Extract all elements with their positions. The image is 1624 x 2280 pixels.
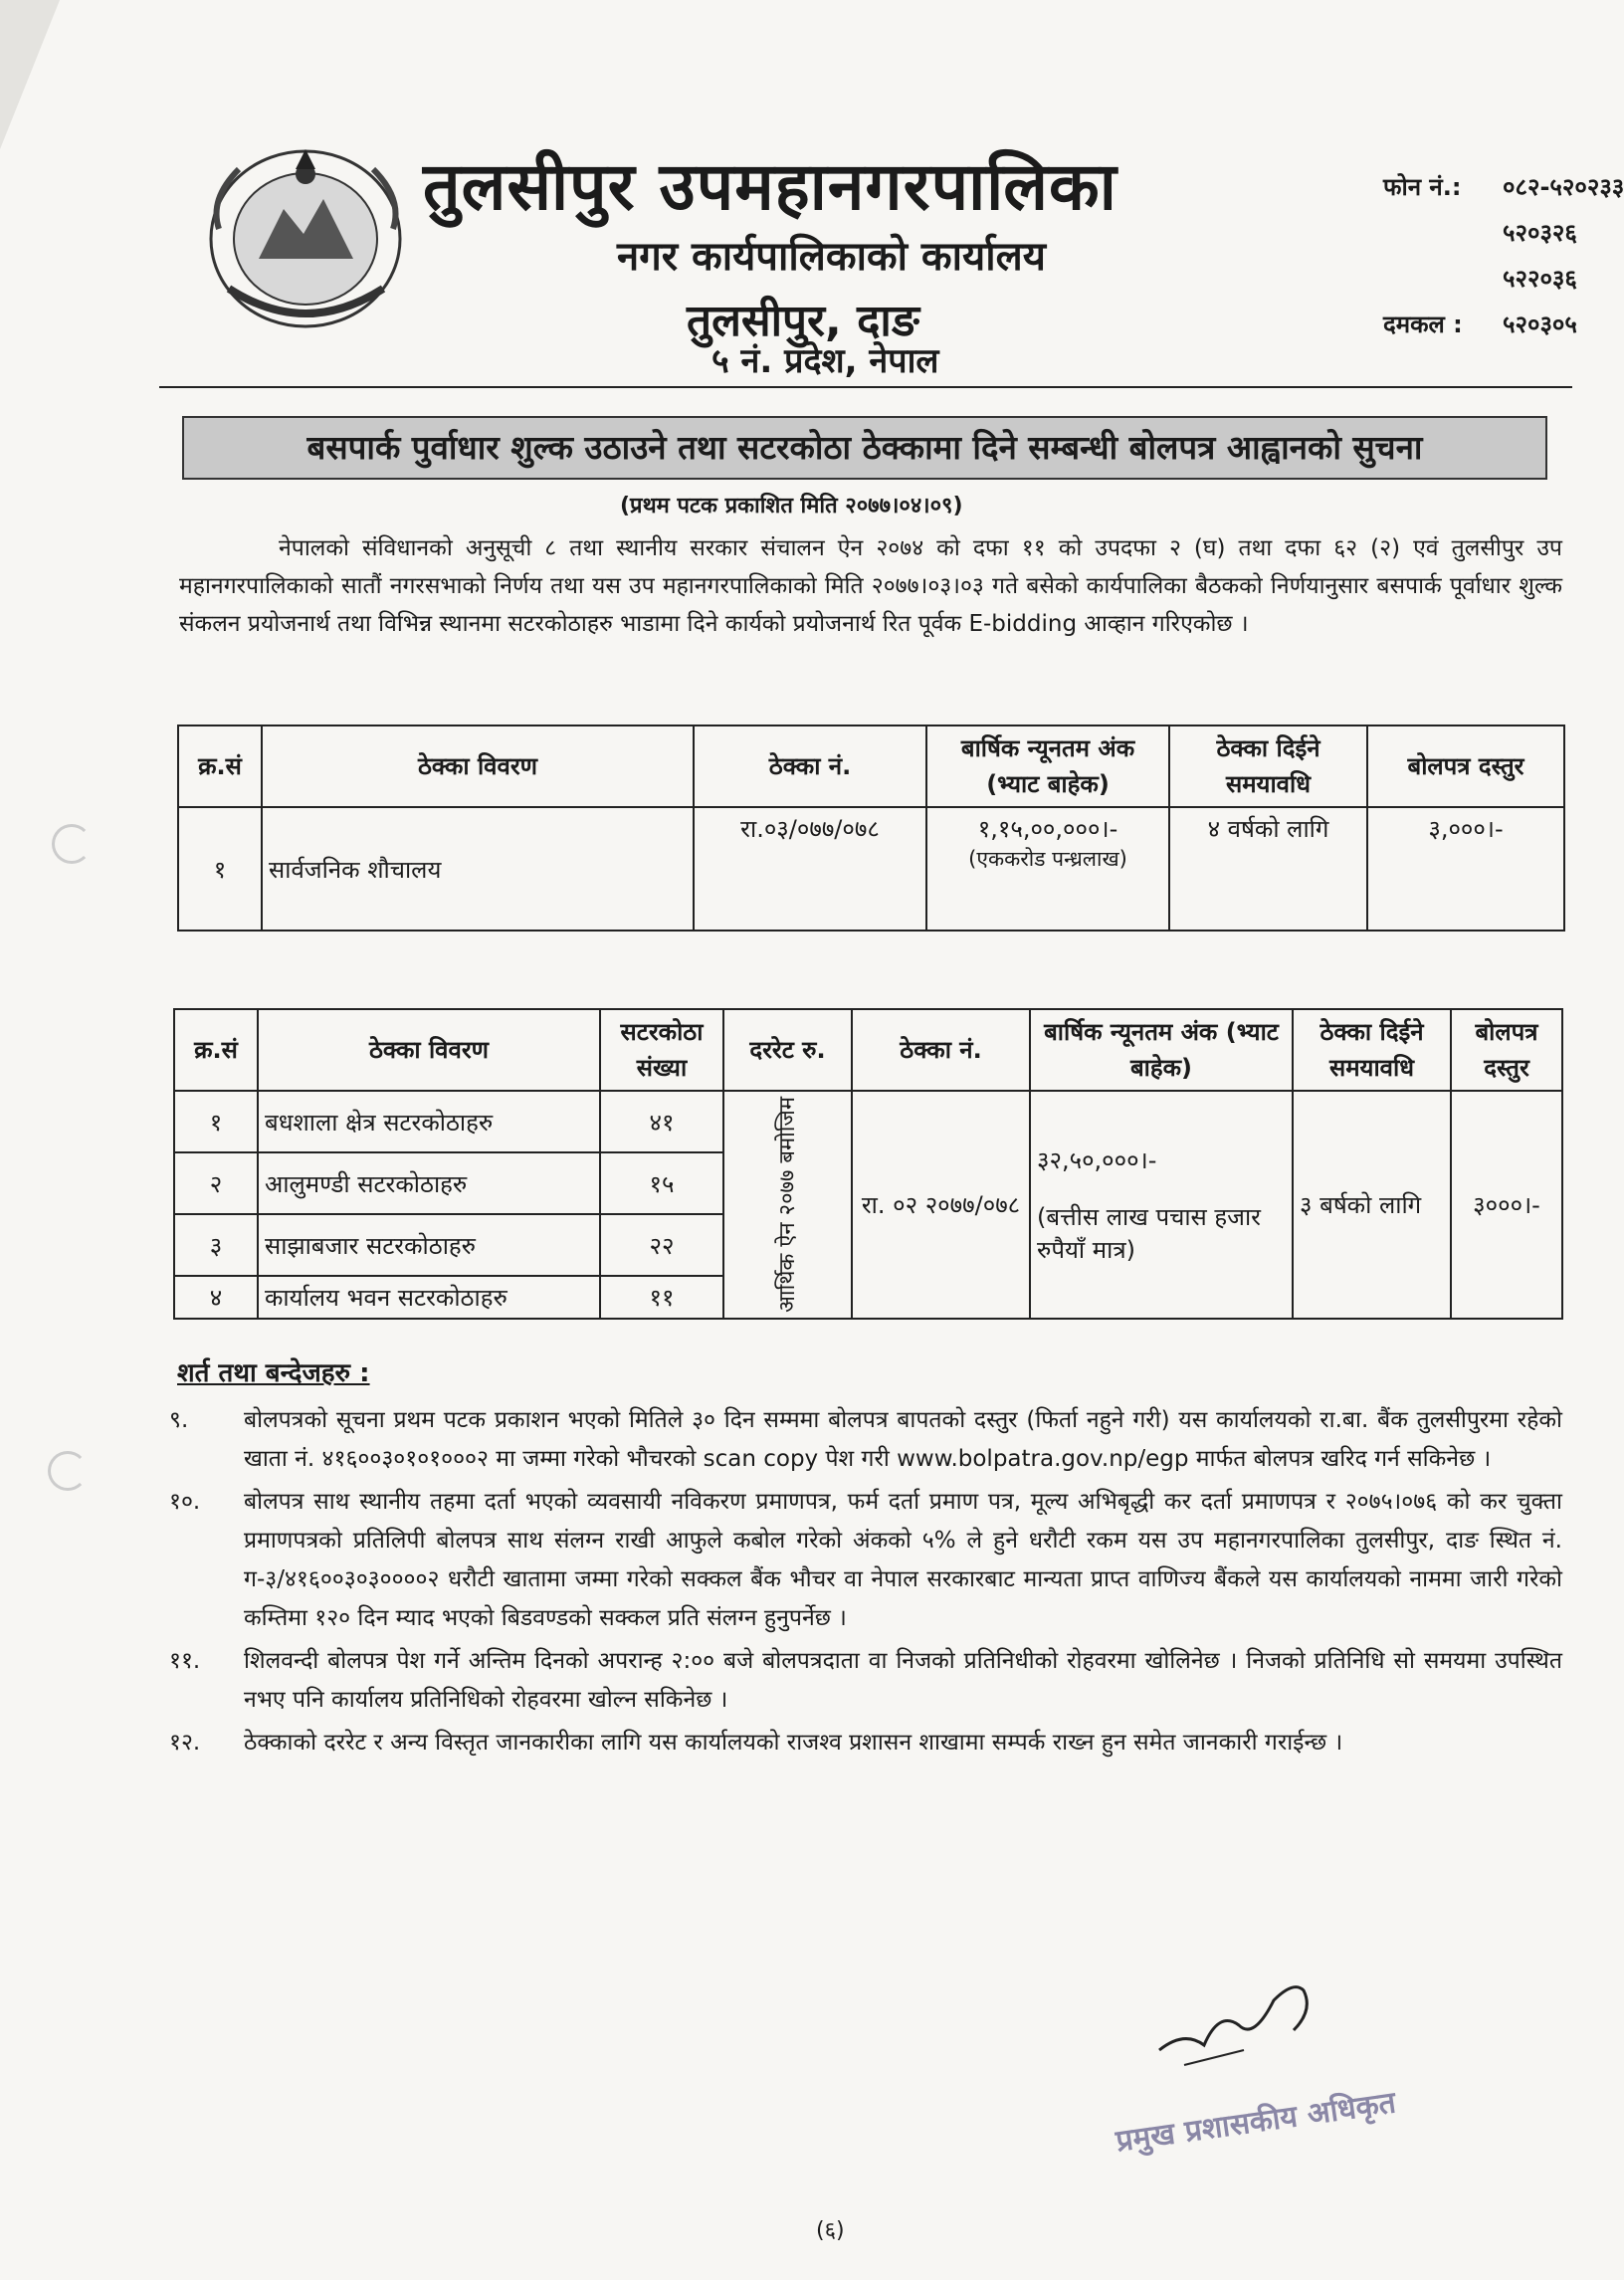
list-item <box>169 1401 1562 1479</box>
term-text: बोलपत्रको सूचना प्रथम पटक प्रकाशन भएको मितिले ३० दिन सम्ममा बोलपत्र बापतको दस्तुर (फिर्ता नहुने गरी) यस कार्यालयको रा.बा. बैंक तुलसीपुरमा रहेको खाता नं. ४१६००३०१०१०००२ मा जम्मा गरेको भौचरको scan copy पेश गरी www.bolpatra.gov.np/egp मार्फत बोलपत्र खरिद गर्न सकिनेछ । <box>244 1407 1562 1472</box>
toilet-contract-table <box>177 725 1565 932</box>
cell-contract-no: रा. ०२ २०७७/०७८ <box>852 1091 1030 1319</box>
shutter-contract-table <box>173 1008 1563 1320</box>
fire-number: ५२०३०५ <box>1503 311 1577 338</box>
office-name: नगर कार्यपालिकाको कार्यालय <box>617 234 1046 280</box>
publish-date: (प्रथम पटक प्रकाशित मिति २०७७।०४।०९) <box>620 494 963 518</box>
intro-paragraph <box>179 529 1562 643</box>
amount-value: ३२,५०,०००।- <box>1037 1146 1157 1174</box>
col-period: ठेक्का दिईने समयावधि <box>1169 725 1367 807</box>
office-province: ५ नं. प्रदेश, नेपाल <box>711 341 939 381</box>
folded-corner <box>0 0 60 149</box>
col-fee: बोलपत्र दस्तुर <box>1451 1009 1562 1091</box>
cell-period: ३ बर्षको लागि <box>1293 1091 1451 1319</box>
cell-sn: २ <box>174 1152 258 1214</box>
contact-block <box>1383 164 1624 347</box>
fire-label: दमकल : <box>1383 311 1463 338</box>
col-sn: क्र.सं <box>174 1009 258 1091</box>
notice-title: बसपार्क पुर्वाधार शुल्क उठाउने तथा सटरकोठा ठेक्कामा दिने सम्बन्धी बोलपत्र आह्वानको सुचना <box>182 416 1547 480</box>
phone-number: ०८२-५२०२३३ <box>1503 173 1624 201</box>
page-number: (६) <box>816 2218 845 2243</box>
col-desc: ठेक्का विवरण <box>258 1009 600 1091</box>
cell-count: १५ <box>600 1152 723 1214</box>
col-rate: दररेट रु. <box>723 1009 852 1091</box>
cell-fee: ३,०००।- <box>1367 807 1564 931</box>
list-item <box>169 1642 1562 1720</box>
nepal-emblem-icon <box>199 139 413 333</box>
terms-list <box>169 1401 1562 1766</box>
list-item <box>169 1724 1562 1762</box>
cell-desc: साझाबजार सटरकोठाहरु <box>258 1214 600 1276</box>
cell-sn: ४ <box>174 1276 258 1319</box>
municipality-title: तुलसीपुर उपमहानगरपालिका <box>423 148 1117 225</box>
col-period: ठेक्का दिईने समयावधि <box>1293 1009 1451 1091</box>
col-contract-no: ठेक्का नं. <box>694 725 926 807</box>
term-text: बोलपत्र साथ स्थानीय तहमा दर्ता भएको व्यवसायी नविकरण प्रमाणपत्र, फर्म दर्ता प्रमाण पत्र, मूल्य अभिबृद्धी कर दर्ता प्रमाणपत्र र २०७५।०७६ को कर चुक्ता प्रमाणपत्रको प्रतिलिपी बोलपत्र साथ संलग्न राखी आफुले कबोल गरेको अंकको ५% ले हुने धरौटी रकम यस उप महानगरपालिका तुलसीपुर, दाङ स्थित नं. ग-३/४१६००३०३००००२ धरौटी खातामा जम्मा गरेको सक्कल बैंक भौचर वा नेपाल सरकारबाट मान्यता प्राप्त वाणिज्य बैंकले यस कार्यालयको नाममा जारी गरेको कम्तिमा १२० दिन म्याद भएको बिडवण्डको सक्कल प्रति संलग्न हुनुपर्नेछ । <box>244 1489 1562 1631</box>
term-number: ९. <box>169 1407 189 1433</box>
table-header-row <box>174 1009 1562 1091</box>
amount-words: (एककरोड पन्ध्रलाख) <box>968 847 1127 871</box>
phone-label: फोन नं.: <box>1383 173 1462 201</box>
col-desc: ठेक्का विवरण <box>262 725 694 807</box>
intro-text: नेपालको संविधानको अनुसूची ८ तथा स्थानीय सरकार संचालन ऐन २०७४ को दफा ११ को उपदफा २ (घ) तथा दफा ६२ (२) एवं तुलसीपुर उप महानगरपालिकाको सातौं नगरसभाको निर्णय तथा यस उप महानगरपालिकाको मिति २०७७।०३।०३ गते बसेको कार्यपालिका बैठकको निर्णयानुसार बसपार्क पूर्वाधार शुल्क संकलन प्रयोजनार्थ तथा विभिन्न स्थानमा सटरकोठाहरु भाडामा दिने कार्यको प्रयोजनार्थ रित पूर्वक E-bidding आव्हान गरिएकोछ । <box>179 535 1562 637</box>
col-amount: बार्षिक न्यूनतम अंक (भ्याट बाहेक) <box>1030 1009 1293 1091</box>
cell-sn: ३ <box>174 1214 258 1276</box>
cell-desc: कार्यालय भवन सटरकोठाहरु <box>258 1276 600 1319</box>
amount-value: १,१५,००,०००।- <box>977 815 1118 843</box>
col-contract-no: ठेक्का नं. <box>852 1009 1030 1091</box>
cell-count: ११ <box>600 1276 723 1319</box>
cell-amount <box>1030 1091 1293 1319</box>
office-place: तुलसीपुर, दाङ <box>687 296 919 346</box>
table-row <box>174 1091 1562 1152</box>
officer-stamp: प्रमुख प्रशासकीय अधिकृत <box>1114 2085 1398 2160</box>
table-header-row <box>178 725 1564 807</box>
list-item <box>169 1483 1562 1638</box>
cell-rate <box>723 1091 852 1319</box>
term-number: ११. <box>169 1648 201 1674</box>
col-amount: बार्षिक न्यूनतम अंक (भ्याट बाहेक) <box>926 725 1169 807</box>
col-sn: क्र.सं <box>178 725 262 807</box>
cell-count: ४१ <box>600 1091 723 1152</box>
cell-desc: आलुमण्डी सटरकोठाहरु <box>258 1152 600 1214</box>
col-count: सटरकोठा संख्या <box>600 1009 723 1091</box>
cell-fee: ३०००।- <box>1451 1091 1562 1319</box>
term-number: १०. <box>169 1489 201 1515</box>
header-divider <box>159 386 1572 388</box>
cell-count: २२ <box>600 1214 723 1276</box>
punch-hole <box>52 824 92 864</box>
table-row <box>178 807 1564 931</box>
signature-icon <box>1144 1970 1353 2080</box>
cell-contract-no: रा.०३/०७७/०७८ <box>694 807 926 931</box>
phone-number: ५२२०३६ <box>1503 265 1577 293</box>
term-number: १२. <box>169 1730 201 1756</box>
punch-hole <box>48 1451 88 1491</box>
amount-words: (बत्तीस लाख पचास हजार रुपैयाँ मात्र) <box>1037 1203 1261 1264</box>
cell-period: ४ वर्षको लागि <box>1169 807 1367 931</box>
cell-sn: १ <box>174 1091 258 1152</box>
cell-desc: सार्वजनिक शौचालय <box>262 807 694 931</box>
cell-sn: १ <box>178 807 262 931</box>
term-text: शिलवन्दी बोलपत्र पेश गर्ने अन्तिम दिनको अपरान्ह २:०० बजे बोलपत्रदाता वा निजको प्रतिनिधीको रोहवरमा खोलिनेछ । निजको प्रतिनिधि सो समयमा उपस्थित नभए पनि कार्यालय प्रतिनिधिको रोहवरमा खोल्न सकिनेछ । <box>244 1648 1562 1713</box>
col-fee: बोलपत्र दस्तुर <box>1367 725 1564 807</box>
terms-heading: शर्त तथा बन्देजहरु : <box>177 1358 370 1388</box>
term-text: ठेक्काको दररेट र अन्य विस्तृत जानकारीका लागि यस कार्यालयको राजश्व प्रशासन शाखामा सम्पर्क राख्न हुन समेत जानकारी गराईन्छ । <box>244 1730 1343 1756</box>
cell-amount <box>926 807 1169 931</box>
cell-desc: बधशाला क्षेत्र सटरकोठाहरु <box>258 1091 600 1152</box>
phone-number: ५२०३२६ <box>1503 219 1577 247</box>
rate-text: आर्थिक ऐन २०७७ बमोजिम <box>774 1097 800 1313</box>
